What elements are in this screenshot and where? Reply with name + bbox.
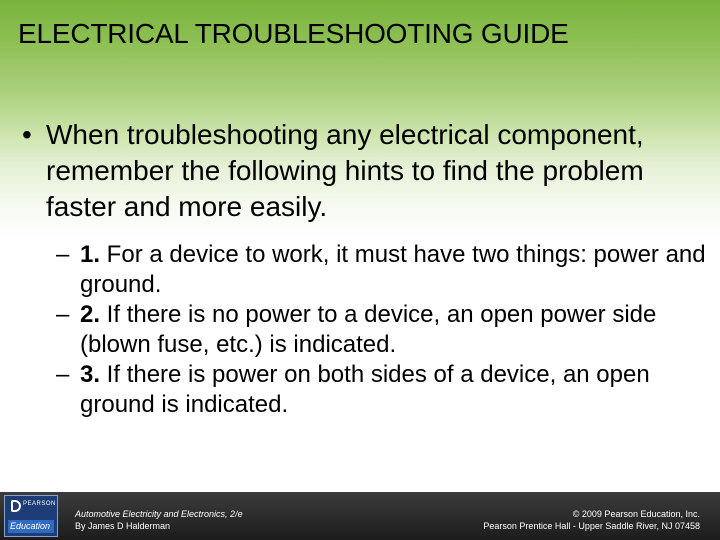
hint-number: 2.	[80, 301, 101, 328]
logo-bottom-text: Education	[10, 521, 51, 531]
publisher-text: Pearson Prentice Hall - Upper Saddle River, NJ 07458	[483, 521, 700, 531]
hint-text: If there is power on both sides of a device, an open ground is indicated.	[80, 361, 650, 418]
hint-text: For a device to work, it must have two things: power and ground.	[80, 241, 706, 298]
hints-list	[56, 240, 706, 420]
pearson-p-icon	[11, 500, 21, 512]
dash-marker: –	[56, 241, 70, 268]
hint-item	[56, 360, 706, 420]
footer-book-info	[75, 508, 243, 532]
hint-number: 1.	[80, 241, 101, 268]
main-bullet	[22, 117, 702, 225]
hint-item	[56, 240, 706, 300]
hint-text: If there is no power to a device, an open power side (blown fuse, etc.) is indicated.	[80, 301, 657, 358]
footer-bar	[0, 492, 720, 540]
book-title: Automotive Electricity and Electronics, 2/e	[75, 509, 243, 519]
footer-copyright	[483, 508, 700, 532]
slide-title: ELECTRICAL TROUBLESHOOTING GUIDE	[18, 18, 569, 49]
dash-marker: –	[56, 301, 70, 328]
book-author: By James D Halderman	[75, 521, 171, 531]
pearson-education-logo-icon	[4, 495, 58, 537]
copyright-text: © 2009 Pearson Education, Inc.	[572, 509, 700, 519]
logo-top-text: PEARSON	[23, 501, 56, 507]
bullet-marker: •	[22, 119, 32, 150]
main-bullet-text: When troubleshooting any electrical component, remember the following hints to find the problem faster and more easily.	[46, 119, 644, 222]
hint-body	[56, 360, 706, 420]
dash-marker: –	[56, 361, 70, 388]
hint-body	[56, 240, 706, 300]
hint-number: 3.	[80, 361, 101, 388]
hint-item	[56, 300, 706, 360]
hint-body	[56, 300, 706, 360]
